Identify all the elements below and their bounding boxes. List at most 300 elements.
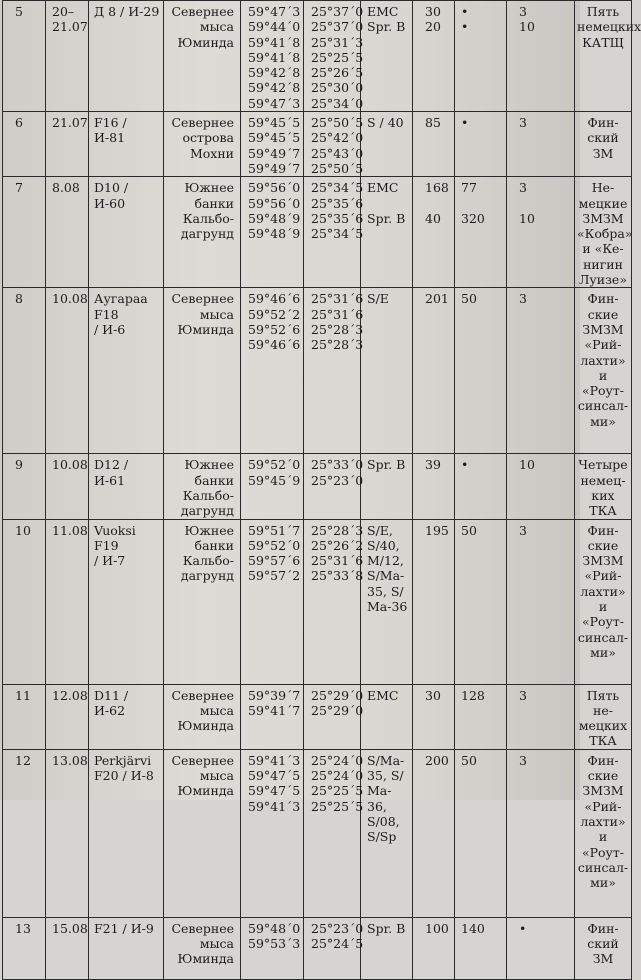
mine-type-cell-line: Spr. B — [367, 19, 406, 35]
longitude-cell-line: 25°24´0 — [311, 752, 364, 768]
mine-type-cell-line: Spr. B — [367, 210, 406, 226]
area-cell-line: дагрунд — [180, 503, 234, 519]
interval-cell — [507, 684, 575, 749]
note-cell-line: Фин- — [587, 522, 619, 538]
date-cell — [46, 1, 89, 112]
date-cell — [46, 112, 89, 177]
longitude-cell-line: 25°34´5 — [311, 180, 364, 196]
area-cell — [164, 749, 241, 917]
depth-cell-line: 168 — [425, 180, 449, 196]
latitude-cell-line: 59°48´9 — [248, 226, 301, 242]
date-cell-line: 15.08 — [52, 920, 88, 936]
ship-cell-line: D11 / И-62 — [94, 687, 129, 718]
note-cell-line: и «Роут- — [581, 367, 625, 399]
longitude-cell-line: 25°24´5 — [311, 936, 364, 952]
note-cell-line: лахти» — [580, 583, 626, 599]
latitude-cell-line: 59°52´2 — [248, 306, 301, 322]
note-cell — [575, 917, 632, 979]
row-number — [3, 177, 46, 288]
note-cell-line: ми» — [590, 644, 616, 660]
longitude-cell-line: 25°23´0 — [311, 472, 364, 488]
count-cell-line — [461, 196, 503, 211]
latitude-cell-line: 59°52´0 — [248, 537, 301, 553]
interval-cell — [507, 519, 575, 684]
mine-type-cell — [361, 112, 413, 177]
area-cell — [164, 112, 241, 177]
note-cell-line: немец- — [580, 472, 626, 488]
date-cell — [46, 454, 89, 519]
note-cell-line: ские — [587, 537, 619, 553]
ship-cell-line: F21 / И-9 — [94, 920, 154, 936]
count-cell — [455, 112, 507, 177]
note-cell-line: синсал- — [577, 629, 629, 645]
note-cell-line: ЗМЗМ — [582, 783, 624, 799]
latitude-cell-line: 59°45´9 — [248, 472, 301, 488]
note-cell-line: ские — [587, 768, 619, 784]
area-cell — [164, 917, 241, 979]
longitude-cell-line: 25°25´5 — [311, 49, 364, 65]
date-cell — [46, 684, 89, 749]
count-cell — [455, 749, 507, 917]
latitude-cell-line: 59°45´5 — [248, 130, 301, 146]
date-cell — [46, 917, 89, 979]
depth-cell — [413, 288, 455, 454]
depth-cell-line: 85 — [425, 115, 441, 131]
area-cell — [164, 1, 241, 112]
latitude-cell-line: 59°48´0 — [248, 920, 301, 936]
longitude-cell — [304, 112, 364, 177]
ship-cell — [89, 1, 164, 112]
table-row — [3, 454, 632, 519]
count-cell — [455, 454, 507, 519]
mine-type-cell-line: 35, S/ — [367, 583, 404, 599]
depth-cell-line: 100 — [425, 920, 449, 936]
row-number-text: 11 — [15, 687, 31, 703]
area-cell-line: острова — [182, 130, 234, 146]
count-cell — [455, 1, 507, 112]
row-number-text: 6 — [15, 115, 23, 131]
date-cell-line: 13.08 — [52, 752, 88, 768]
ship-cell-line: Vuoksi F19 — [94, 522, 136, 553]
date-cell-line: 21.07 — [52, 115, 88, 131]
area-cell-line: мыса — [199, 19, 234, 35]
interval-cell-line: 3 — [519, 291, 527, 307]
table-row — [3, 112, 632, 177]
depth-cell — [413, 1, 455, 112]
date-cell-line: 11.08 — [52, 522, 88, 538]
note-cell — [575, 1, 641, 112]
note-cell-line: ЗМ — [592, 951, 614, 967]
note-cell-line: Фин- — [587, 920, 619, 936]
ship-cell-line: / И-7 — [94, 553, 126, 569]
longitude-cell-line: 25°30´0 — [311, 80, 364, 96]
row-number-text: 13 — [15, 920, 31, 936]
longitude-cell-line: 25°35´6 — [311, 195, 364, 211]
latitude-cell-line: 59°53´3 — [248, 936, 301, 952]
longitude-cell — [304, 917, 364, 979]
latitude-cell-line: 59°52´0 — [248, 457, 301, 473]
mine-type-cell — [361, 749, 413, 917]
date-cell-line: 21.07 — [52, 19, 88, 35]
minefield-table — [2, 0, 641, 980]
note-cell-line: Фин- — [587, 115, 619, 131]
area-cell-line: мыса — [199, 306, 234, 322]
interval-cell — [507, 177, 575, 288]
depth-cell — [413, 177, 455, 288]
ship-cell-line: / И-6 — [94, 321, 126, 337]
latitude-cell-line: 59°41´3 — [248, 752, 301, 768]
interval-cell — [507, 288, 575, 454]
count-cell-line: • — [461, 457, 469, 473]
area-cell-line: банки — [194, 472, 234, 488]
longitude-cell-line: 25°31´3 — [311, 34, 364, 50]
mine-type-cell-line: 35, S/ — [367, 768, 404, 784]
latitude-cell-line: 59°47´3 — [248, 95, 301, 111]
latitude-cell — [241, 177, 304, 288]
area-cell-line: Юминда — [177, 718, 234, 734]
longitude-cell — [304, 177, 364, 288]
mine-type-cell — [361, 1, 413, 112]
note-cell-line: ТКА — [589, 733, 617, 749]
mine-type-cell-line: S/08, — [367, 813, 400, 829]
note-cell-line: ЗМ — [592, 145, 614, 161]
row-number — [3, 749, 46, 917]
row-number-text: 10 — [15, 522, 31, 538]
longitude-cell-line: 25°35´6 — [311, 210, 364, 226]
ship-cell-line: Д 8 / И-29 — [94, 4, 160, 19]
area-cell-line: Юминда — [177, 783, 234, 799]
note-cell-line: мецких — [578, 718, 628, 734]
interval-cell-line: 10 — [519, 210, 535, 226]
row-number-text: 7 — [15, 180, 23, 196]
interval-cell-line: • — [519, 920, 527, 936]
row-number — [3, 454, 46, 519]
longitude-cell-line: 25°25´5 — [311, 783, 364, 799]
mine-type-cell-line — [367, 196, 409, 211]
longitude-cell-line: 25°29´0 — [311, 687, 364, 703]
longitude-cell-line: 25°23´0 — [311, 920, 364, 936]
ship-cell-line: D10 / И-60 — [94, 180, 129, 211]
area-cell-line: банки — [194, 195, 234, 211]
mine-type-cell-line: S/E, — [367, 522, 393, 538]
interval-cell-line: 3 — [519, 687, 527, 703]
count-cell — [455, 288, 507, 454]
longitude-cell-line: 25°31´6 — [311, 306, 364, 322]
depth-cell-line: 40 — [425, 210, 441, 226]
area-cell — [164, 288, 241, 454]
latitude-cell-line: 59°52´6 — [248, 321, 301, 337]
area-cell-line: мыса — [199, 936, 234, 952]
interval-cell-line: 3 — [519, 180, 527, 196]
depth-cell-line: 39 — [425, 457, 441, 473]
latitude-cell-line: 59°41´8 — [248, 49, 301, 65]
area-cell-line: Севернее — [171, 687, 234, 703]
mine-type-cell-line: M/12, — [367, 553, 404, 569]
ship-cell-line: F20 / И-8 — [94, 768, 154, 784]
area-cell-line: Южнее — [184, 180, 234, 196]
row-number — [3, 684, 46, 749]
note-cell-line: Фин- — [587, 752, 619, 768]
note-cell-line: ские — [587, 306, 619, 322]
interval-cell — [507, 749, 575, 917]
longitude-cell-line: 25°31´6 — [311, 291, 364, 307]
note-cell — [575, 684, 632, 749]
note-cell-line: КАТЩ — [582, 34, 624, 50]
count-cell — [455, 519, 507, 684]
mine-type-cell — [361, 177, 413, 288]
interval-cell — [507, 917, 575, 979]
count-cell-line: 50 — [461, 522, 477, 538]
table-row — [3, 684, 632, 749]
row-number — [3, 917, 46, 979]
latitude-cell-line: 59°57´2 — [248, 568, 301, 584]
ship-cell-line: F16 / И-81 — [94, 115, 127, 146]
interval-cell-line: 3 — [519, 4, 527, 19]
table-body — [3, 1, 641, 980]
longitude-cell-line: 25°50´5 — [311, 115, 364, 131]
latitude-cell-line: 59°49´7 — [248, 145, 301, 161]
count-cell-line: • — [461, 115, 469, 131]
latitude-cell-line: 59°41´3 — [248, 798, 301, 814]
note-cell-line: и «Роут- — [581, 829, 625, 860]
area-cell-line: Кальбо- — [182, 553, 234, 569]
latitude-cell-line: 59°39´7 — [248, 687, 301, 703]
note-cell-line: ЗМЗМ — [582, 553, 624, 569]
note-cell-line: Не- — [591, 180, 615, 196]
date-cell — [46, 749, 89, 917]
latitude-cell-line: 59°42´8 — [248, 80, 301, 96]
latitude-cell-line: 59°42´8 — [248, 65, 301, 81]
note-cell-line: немецких — [577, 19, 641, 35]
latitude-cell-line: 59°56´0 — [248, 195, 301, 211]
mine-type-cell — [361, 288, 413, 454]
depth-cell — [413, 112, 455, 177]
mine-type-cell-line: S/Ma- — [367, 752, 405, 768]
longitude-cell-line: 25°25´5 — [311, 798, 364, 814]
note-cell — [575, 112, 632, 177]
note-cell-line: «Рий- — [584, 568, 622, 584]
depth-cell — [413, 749, 455, 917]
area-cell — [164, 684, 241, 749]
note-cell — [575, 749, 632, 917]
note-cell-line: ми» — [590, 875, 616, 891]
note-cell-line: «Рий- — [584, 798, 622, 814]
latitude-cell-line: 59°46´6 — [248, 291, 301, 307]
latitude-cell — [241, 917, 304, 979]
ship-cell-line: D12 / И-61 — [94, 457, 129, 488]
longitude-cell-line: 25°43´0 — [311, 145, 364, 161]
latitude-cell — [241, 749, 304, 917]
longitude-cell — [304, 684, 364, 749]
count-cell-line: 320 — [461, 210, 485, 226]
mine-type-cell-line: EMC — [367, 4, 399, 19]
area-cell-line: Севернее — [171, 291, 234, 307]
date-cell-line: 12.08 — [52, 687, 88, 703]
note-cell-line: ми» — [590, 413, 616, 429]
area-cell-line: Южнее — [184, 457, 234, 473]
area-cell-line: мыса — [199, 768, 234, 784]
latitude-cell — [241, 1, 304, 112]
table-row — [3, 519, 632, 684]
depth-cell — [413, 519, 455, 684]
longitude-cell-line: 25°37´0 — [311, 4, 364, 19]
latitude-cell-line: 59°47´5 — [248, 783, 301, 799]
depth-cell — [413, 684, 455, 749]
latitude-cell-line: 59°41´7 — [248, 702, 301, 718]
longitude-cell-line: 25°33´8 — [311, 568, 364, 584]
count-cell-line: • — [461, 19, 469, 35]
count-cell — [455, 684, 507, 749]
latitude-cell-line: 59°44´0 — [248, 19, 301, 35]
latitude-cell-line: 59°49´7 — [248, 160, 301, 176]
latitude-cell-line: 59°48´9 — [248, 210, 301, 226]
longitude-cell-line: 25°28´3 — [311, 522, 364, 538]
table-row — [3, 1, 632, 112]
note-cell-line: Четыре — [578, 457, 628, 473]
table-row — [3, 749, 632, 917]
note-cell-line: лахти» — [580, 352, 626, 368]
date-cell — [46, 177, 89, 288]
longitude-cell — [304, 454, 364, 519]
mine-type-cell-line: S / 40 — [367, 115, 404, 131]
latitude-cell-line: 59°57´6 — [248, 553, 301, 569]
longitude-cell — [304, 519, 364, 684]
latitude-cell — [241, 684, 304, 749]
mine-type-cell — [361, 519, 413, 684]
note-cell-line: Фин- — [587, 291, 619, 307]
note-cell-line: ЗМЗМ — [582, 210, 624, 226]
row-number — [3, 1, 46, 112]
table-row — [3, 917, 632, 979]
interval-cell-line: 10 — [519, 457, 535, 473]
area-cell-line: Южнее — [184, 522, 234, 538]
mine-type-cell — [361, 454, 413, 519]
longitude-cell-line: 25°24´0 — [311, 768, 364, 784]
row-number-text: 12 — [15, 752, 31, 768]
mine-type-cell-line: S/Ma- — [367, 568, 405, 584]
longitude-cell-line: 25°34´5 — [311, 226, 364, 242]
latitude-cell — [241, 519, 304, 684]
note-cell-line: «Рий- — [584, 337, 622, 353]
longitude-cell — [304, 1, 364, 112]
note-cell-line: нигин — [583, 256, 623, 272]
longitude-cell-line: 25°37´0 — [311, 19, 364, 35]
area-cell-line: Севернее — [171, 920, 234, 936]
depth-cell — [413, 917, 455, 979]
interval-cell — [507, 454, 575, 519]
depth-cell-line: 20 — [425, 19, 441, 35]
row-number-text: 9 — [15, 457, 23, 473]
longitude-cell-line: 25°42´0 — [311, 130, 364, 146]
area-cell-line: Севернее — [171, 4, 234, 19]
note-cell-line: ский — [587, 130, 619, 146]
count-cell-line: 140 — [461, 920, 485, 936]
area-cell-line: дагрунд — [180, 568, 234, 584]
date-cell — [46, 519, 89, 684]
count-cell-line: 50 — [461, 752, 477, 768]
ship-cell — [89, 917, 164, 979]
ship-cell — [89, 519, 164, 684]
mine-type-cell-line: S/40, — [367, 537, 400, 553]
mine-type-cell-line: EMC — [367, 180, 399, 196]
longitude-cell-line: 25°34´0 — [311, 95, 364, 111]
latitude-cell-line: 59°56´0 — [248, 180, 301, 196]
note-cell-line: ЗМЗМ — [582, 321, 624, 337]
area-cell-line: Севернее — [171, 115, 234, 131]
note-cell — [575, 519, 632, 684]
longitude-cell-line: 25°31´6 — [311, 553, 364, 569]
note-cell-line: и «Ке- — [582, 241, 624, 257]
ship-cell — [89, 177, 164, 288]
note-cell-line: синсал- — [577, 859, 629, 875]
mine-type-cell — [361, 917, 413, 979]
latitude-cell — [241, 288, 304, 454]
mine-type-cell-line: S/E — [367, 291, 389, 307]
row-number — [3, 112, 46, 177]
area-cell-line: Кальбо- — [182, 210, 234, 226]
count-cell — [455, 177, 507, 288]
date-cell-line: 10.08 — [52, 291, 88, 307]
area-cell — [164, 177, 241, 288]
ship-cell-line: Аугараа F18 — [94, 291, 148, 322]
depth-cell-line: 200 — [425, 752, 449, 768]
latitude-cell-line: 59°47´3 — [248, 4, 301, 19]
longitude-cell-line: 25°50´5 — [311, 160, 364, 176]
table-row — [3, 288, 632, 454]
count-cell-line: • — [461, 4, 469, 19]
count-cell-line: 128 — [461, 687, 485, 703]
note-cell-line: Луизе» — [579, 272, 627, 288]
ship-cell — [89, 288, 164, 454]
count-cell-line: 50 — [461, 291, 477, 307]
row-number — [3, 519, 46, 684]
longitude-cell — [304, 749, 364, 917]
longitude-cell-line: 25°26´2 — [311, 537, 364, 553]
latitude-cell-line: 59°41´8 — [248, 34, 301, 50]
row-number-text: 5 — [15, 4, 23, 19]
table-row — [3, 177, 632, 288]
area-cell-line: Кальбо- — [182, 487, 234, 503]
note-cell-line: Пять — [586, 4, 620, 19]
ship-cell — [89, 112, 164, 177]
interval-cell-line: 3 — [519, 522, 527, 538]
area-cell-line: Севернее — [171, 752, 234, 768]
area-cell-line: мыса — [199, 702, 234, 718]
date-cell-line: 8.08 — [52, 180, 80, 196]
interval-cell-line: 3 — [519, 115, 527, 131]
date-cell-line: 20– — [52, 4, 75, 19]
longitude-cell-line: 25°29´0 — [311, 702, 364, 718]
note-cell — [575, 454, 632, 519]
area-cell — [164, 519, 241, 684]
area-cell-line: Юминда — [177, 34, 234, 50]
interval-cell-line — [519, 196, 571, 211]
latitude-cell — [241, 454, 304, 519]
interval-cell — [507, 112, 575, 177]
note-cell-line: синсал- — [577, 398, 629, 414]
latitude-cell-line: 59°45´5 — [248, 115, 301, 131]
depth-cell — [413, 454, 455, 519]
longitude-cell-line: 25°28´3 — [311, 337, 364, 353]
ship-cell — [89, 749, 164, 917]
mine-type-cell — [361, 684, 413, 749]
ship-cell — [89, 454, 164, 519]
date-cell — [46, 288, 89, 454]
note-cell-line: «Кобра» — [577, 226, 633, 242]
longitude-cell-line: 25°26´5 — [311, 65, 364, 81]
note-cell — [575, 288, 632, 454]
count-cell — [455, 917, 507, 979]
